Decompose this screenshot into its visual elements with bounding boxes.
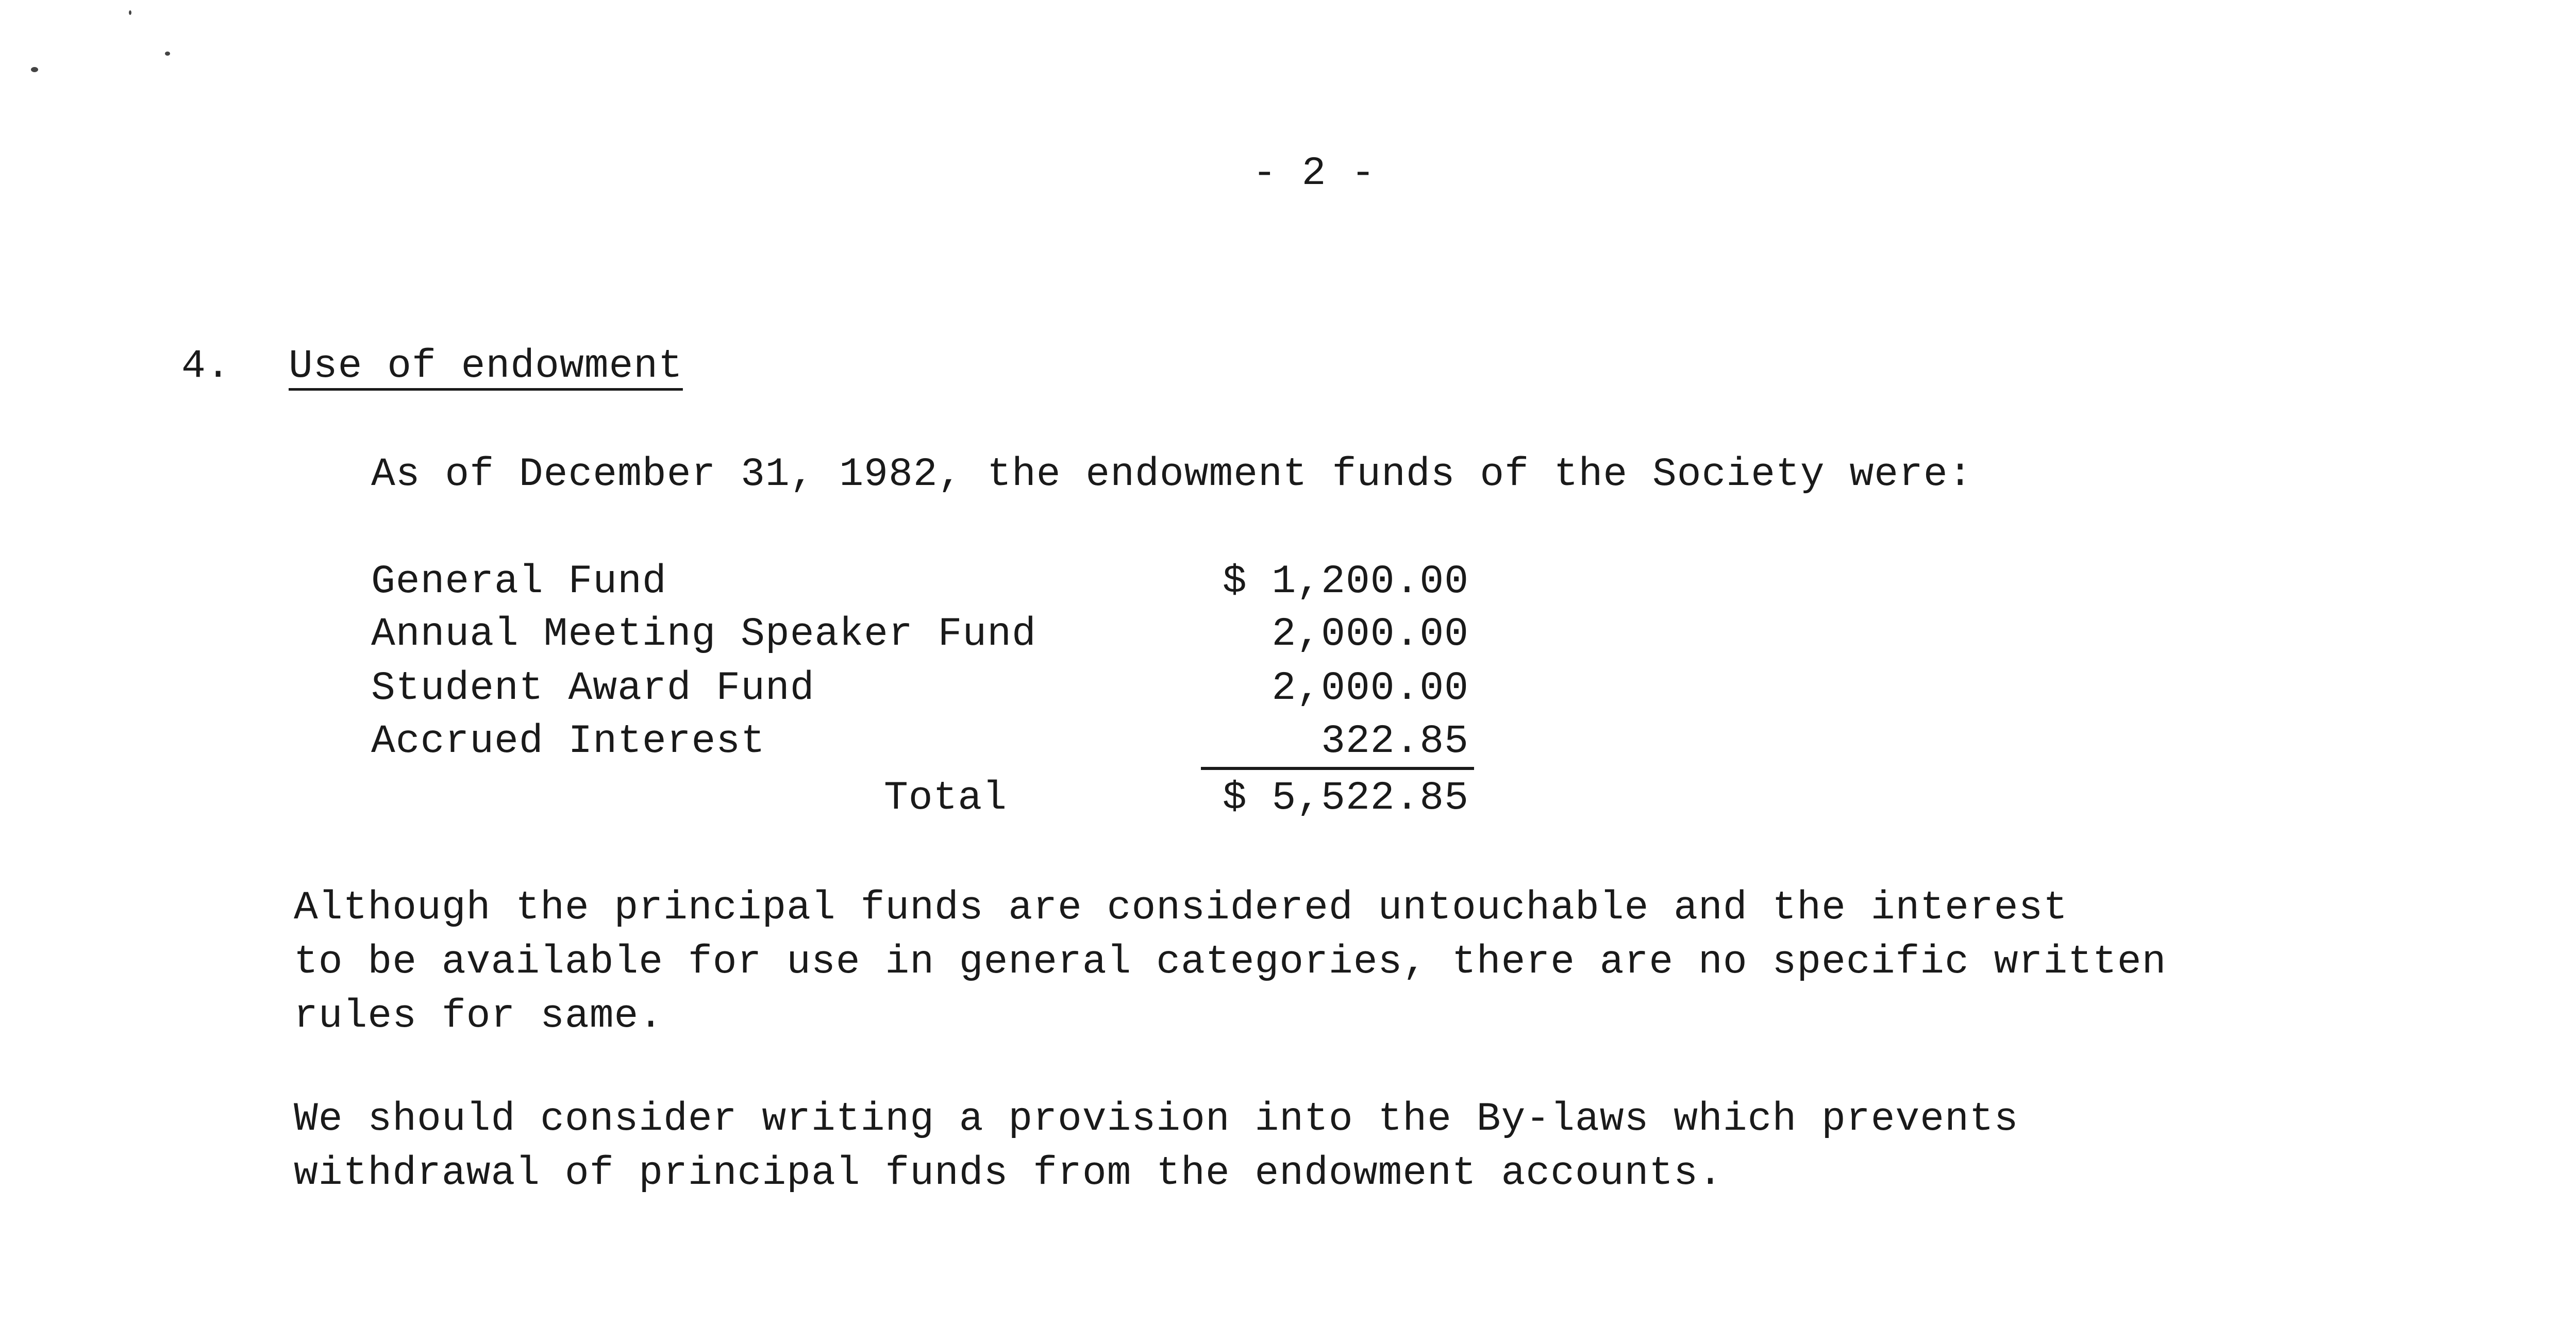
scan-speck bbox=[129, 10, 131, 15]
fund-amount: 2,000.00 bbox=[1272, 612, 1469, 657]
intro-text: As of December 31, 1982, the endowment funds of the Society were: bbox=[371, 452, 1973, 497]
page-number: - 2 - bbox=[1252, 151, 1376, 196]
fund-label: General Fund bbox=[371, 559, 667, 605]
fund-amount: $ 1,200.00 bbox=[1222, 559, 1469, 605]
fund-amount: 322.85 bbox=[1321, 719, 1469, 764]
fund-label: Student Award Fund bbox=[371, 666, 815, 711]
paragraph-principal-funds: Although the principal funds are considered untouchable and the interest to be available for use in general categories, there are no specific written rules for same. bbox=[294, 885, 2167, 1039]
fund-label: Annual Meeting Speaker Fund bbox=[371, 612, 1036, 657]
total-label: Total bbox=[884, 776, 1008, 821]
paragraph-bylaws-provision: We should consider writing a provision into the By-laws which prevents withdrawal of principal funds from the endowment accounts. bbox=[294, 1097, 2019, 1196]
fund-amount: 2,000.00 bbox=[1272, 666, 1469, 711]
fund-label: Accrued Interest bbox=[371, 719, 765, 764]
section-number: 4. bbox=[181, 344, 231, 389]
scan-speck bbox=[165, 52, 170, 56]
total-rule bbox=[1201, 767, 1474, 770]
section-title: Use of endowment bbox=[289, 344, 683, 389]
scan-speck bbox=[31, 67, 38, 72]
total-amount: $ 5,522.85 bbox=[1222, 776, 1469, 821]
